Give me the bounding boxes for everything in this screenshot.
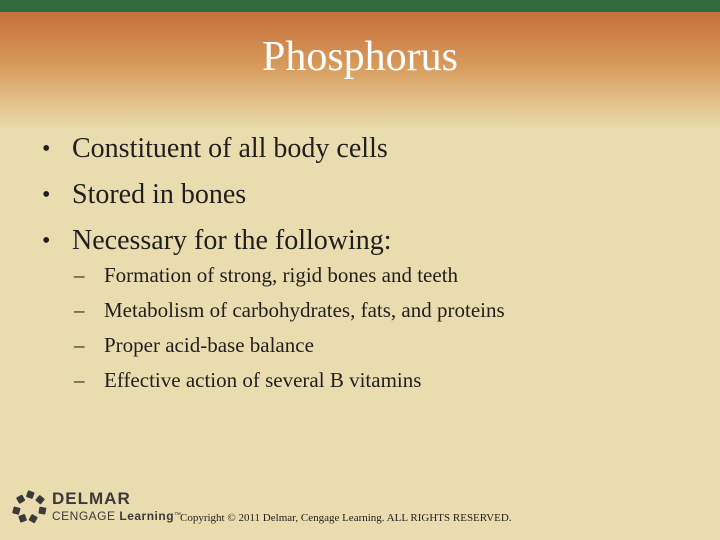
dash-glyph: – xyxy=(74,298,85,322)
delmar-logo-icon xyxy=(12,490,48,524)
dash-glyph: – xyxy=(74,333,85,357)
subbullet-list xyxy=(74,258,505,398)
subbullet-text: Effective action of several B vitamins xyxy=(104,368,422,392)
top-accent-bar xyxy=(0,0,720,12)
trademark-mark: ™ xyxy=(174,512,182,519)
dash-glyph: – xyxy=(74,368,85,392)
bullet-item xyxy=(42,126,392,172)
subbullet-text: Proper acid-base balance xyxy=(104,333,314,357)
dash-glyph: – xyxy=(74,263,85,287)
logo-brand-name: DELMAR xyxy=(52,489,131,508)
subbullet-item xyxy=(74,293,505,328)
subbullet-item xyxy=(74,258,505,293)
bullet-glyph: • xyxy=(42,182,51,208)
logo-sub-learning: Learning xyxy=(119,509,175,523)
bullet-list xyxy=(42,126,392,264)
subbullet-text: Metabolism of carbohydrates, fats, and proteins xyxy=(104,298,505,322)
copyright-notice: Copyright © 2011 Delmar, Cengage Learning. ALL RIGHTS RESERVED. xyxy=(180,512,512,524)
subbullet-text: Formation of strong, rigid bones and teeth xyxy=(104,263,459,287)
subbullet-item xyxy=(74,363,505,398)
bullet-text: Necessary for the following: xyxy=(72,225,392,256)
bullet-glyph: • xyxy=(42,136,51,162)
bullet-glyph: • xyxy=(42,228,51,254)
bullet-text: Stored in bones xyxy=(72,179,247,210)
bullet-item xyxy=(42,172,392,218)
logo-sub-cengage: CENGAGE xyxy=(52,509,120,523)
slide-title: Phosphorus xyxy=(261,34,459,80)
bullet-text: Constituent of all body cells xyxy=(72,133,388,164)
logo-brand-subtitle xyxy=(52,509,182,523)
subbullet-item xyxy=(74,328,505,363)
